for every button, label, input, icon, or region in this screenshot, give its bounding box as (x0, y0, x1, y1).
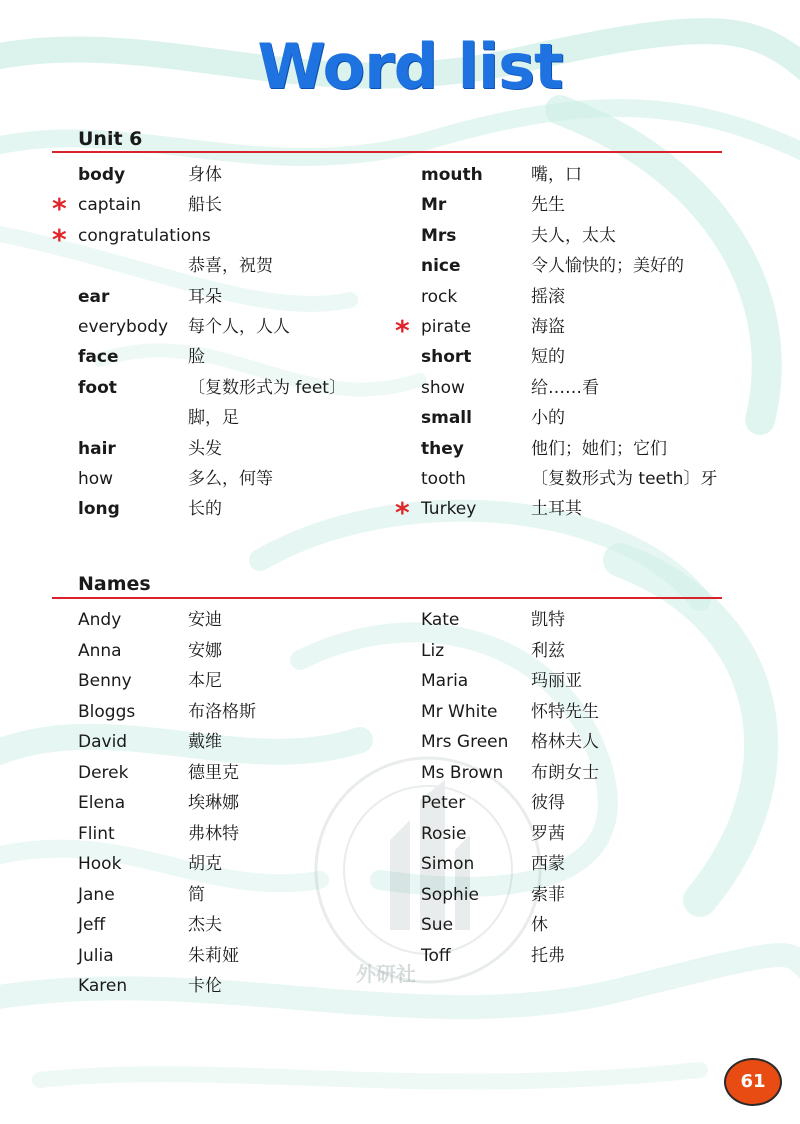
chinese-meaning: 令人愉快的；美好的 (531, 256, 684, 277)
chinese-meaning: 玛丽亚 (531, 671, 582, 691)
word-entry (421, 910, 751, 940)
chinese-meaning: 简 (188, 884, 205, 905)
page-title: Word list (257, 30, 563, 103)
section-divider (52, 597, 722, 599)
star-icon: * (395, 314, 410, 347)
word-entry (421, 666, 751, 696)
english-word: show (421, 377, 465, 398)
word-entry (78, 666, 408, 696)
english-word: Mrs Green (421, 732, 509, 752)
word-entry (421, 160, 751, 190)
chinese-meaning: 海盗 (531, 317, 565, 337)
word-entry (421, 251, 751, 281)
english-word: body (78, 165, 126, 185)
chinese-meaning: 安娜 (188, 640, 222, 661)
chinese-meaning: 嘴，口 (531, 165, 582, 185)
chinese-meaning: 索菲 (531, 884, 565, 905)
english-word: Liz (421, 640, 445, 661)
watermark-text: 外研社 (356, 962, 416, 986)
chinese-meaning: 戴维 (188, 732, 222, 752)
word-entry (421, 636, 751, 666)
chinese-meaning: 船长 (188, 195, 222, 216)
word-entry (78, 605, 408, 635)
star-icon: * (395, 496, 410, 530)
english-word: David (78, 732, 128, 752)
chinese-meaning: 埃琳娜 (188, 793, 239, 813)
english-word: Mr (421, 195, 447, 216)
chinese-meaning: 凯特 (531, 610, 565, 630)
word-entry (78, 434, 408, 464)
word-entry (78, 494, 408, 524)
chinese-meaning: 布朗女士 (531, 762, 599, 783)
english-word: small (421, 408, 472, 429)
chinese-meaning: 摇滚 (531, 286, 565, 307)
english-word: long (78, 499, 120, 520)
word-entry (78, 636, 408, 666)
word-entry (421, 697, 751, 727)
star-icon: * (52, 192, 67, 226)
chinese-meaning: 土耳其 (531, 499, 582, 520)
word-entry (421, 190, 751, 220)
word-entry (78, 342, 408, 372)
english-word: Maria (421, 671, 469, 691)
english-word: Sue (421, 915, 454, 935)
word-entry (421, 464, 751, 494)
chinese-meaning: 给……看 (531, 377, 599, 398)
word-entry (421, 819, 751, 849)
section-heading-unit6: Unit 6 (78, 128, 143, 150)
word-entry (78, 819, 408, 849)
chinese-meaning: 杰夫 (188, 915, 222, 935)
chinese-meaning: 〔复数形式为 teeth〕牙 (531, 469, 718, 489)
english-word: Elena (78, 793, 126, 813)
chinese-meaning: 罗茜 (531, 823, 565, 844)
chinese-meaning: 卡伦 (188, 976, 222, 996)
word-entry (78, 312, 408, 342)
word-entry (421, 373, 751, 403)
chinese-meaning: 耳朵 (188, 286, 222, 307)
word-entry (421, 605, 751, 635)
word-entry (395, 494, 751, 530)
word-entry (78, 880, 408, 910)
word-entry (78, 941, 408, 971)
english-word: Peter (421, 793, 466, 813)
english-word: Benny (78, 671, 132, 691)
chinese-meaning: 身体 (188, 165, 222, 185)
english-word: Mr White (421, 701, 498, 722)
chinese-meaning: 短的 (531, 347, 565, 368)
chinese-meaning: 弗林特 (188, 823, 239, 844)
word-entry (52, 190, 408, 226)
english-word: Kate (421, 610, 460, 630)
word-entry (421, 880, 751, 910)
chinese-meaning: 他们；她们；它们 (531, 438, 667, 459)
english-word: Ms Brown (421, 762, 504, 783)
chinese-meaning: 每个人，人人 (188, 317, 290, 337)
chinese-meaning: 安迪 (188, 610, 222, 630)
section-divider (52, 151, 722, 153)
chinese-meaning: 小的 (531, 408, 565, 429)
english-word: Flint (78, 823, 115, 844)
english-word: Simon (421, 854, 475, 874)
chinese-meaning: 托弗 (531, 945, 565, 966)
english-word: Bloggs (78, 701, 136, 722)
english-word: Jane (78, 884, 115, 905)
english-word: congratulations (78, 225, 211, 246)
chinese-meaning: 夫人，太太 (531, 225, 616, 246)
word-entry (421, 758, 751, 788)
english-word: short (421, 347, 472, 368)
english-word: they (421, 438, 464, 459)
word-entry (78, 282, 408, 312)
english-word: face (78, 347, 119, 368)
english-word: ear (78, 286, 110, 307)
word-entry (78, 403, 408, 433)
chinese-meaning: 多么，何等 (188, 469, 273, 489)
word-entry (421, 221, 751, 251)
chinese-meaning: 本尼 (188, 671, 222, 691)
word-entry (421, 941, 751, 971)
english-word: everybody (78, 317, 169, 337)
chinese-meaning: 脸 (188, 347, 205, 368)
word-entry (421, 434, 751, 464)
chinese-meaning: 头发 (188, 438, 222, 459)
english-word: rock (421, 286, 458, 307)
chinese-meaning: 怀特先生 (531, 701, 599, 722)
word-entry (421, 342, 751, 372)
word-entry (78, 464, 408, 494)
word-entry (421, 788, 751, 818)
word-entry (421, 403, 751, 433)
star-icon: * (52, 222, 67, 256)
word-entry (395, 312, 751, 347)
word-entry (78, 788, 408, 818)
word-entry (78, 251, 408, 281)
english-word: Mrs (421, 225, 457, 246)
chinese-meaning: 布洛格斯 (188, 701, 256, 722)
word-entry (421, 849, 751, 879)
english-word: pirate (421, 317, 472, 337)
chinese-meaning: 长的 (188, 499, 222, 520)
chinese-meaning: 西蒙 (531, 854, 565, 874)
word-entry (78, 697, 408, 727)
english-word: Andy (78, 610, 122, 630)
chinese-meaning: 彼得 (531, 793, 565, 813)
word-entry (78, 727, 408, 757)
english-word: Hook (78, 854, 122, 874)
chinese-meaning: 胡克 (188, 854, 222, 874)
english-word: tooth (421, 469, 466, 489)
english-word: foot (78, 377, 117, 398)
chinese-meaning: 先生 (531, 195, 565, 216)
english-word: Derek (78, 762, 129, 783)
word-entry (78, 849, 408, 879)
page-number-badge: 61 (724, 1058, 782, 1106)
english-word: hair (78, 438, 116, 459)
english-word: mouth (421, 165, 483, 185)
word-entry (78, 758, 408, 788)
english-word: Rosie (421, 823, 467, 844)
english-word: nice (421, 256, 461, 277)
english-word: how (78, 469, 114, 489)
chinese-meaning: 休 (531, 915, 548, 935)
english-word: Toff (421, 945, 451, 966)
english-word: Jeff (78, 915, 106, 935)
chinese-meaning: 德里克 (188, 762, 239, 783)
word-entry (421, 282, 751, 312)
chinese-meaning: 利兹 (531, 640, 565, 661)
word-entry (52, 221, 408, 256)
section-heading-names: Names (78, 573, 151, 595)
chinese-meaning: 格林夫人 (531, 732, 599, 752)
english-word: Sophie (421, 884, 479, 905)
word-entry (78, 160, 408, 190)
english-word: Karen (78, 976, 128, 996)
word-entry (78, 910, 408, 940)
english-word: Anna (78, 640, 122, 661)
english-word: Turkey (421, 499, 477, 520)
word-entry (78, 373, 408, 403)
chinese-meaning: 〔复数形式为 feet〕 (188, 377, 346, 398)
word-entry (421, 727, 751, 757)
chinese-meaning: 朱莉娅 (188, 945, 239, 966)
english-word: captain (78, 195, 142, 216)
chinese-meaning: 恭喜，祝贺 (188, 256, 273, 277)
english-word: Julia (78, 945, 114, 966)
word-entry (78, 971, 408, 1001)
chinese-meaning: 脚，足 (188, 408, 239, 429)
